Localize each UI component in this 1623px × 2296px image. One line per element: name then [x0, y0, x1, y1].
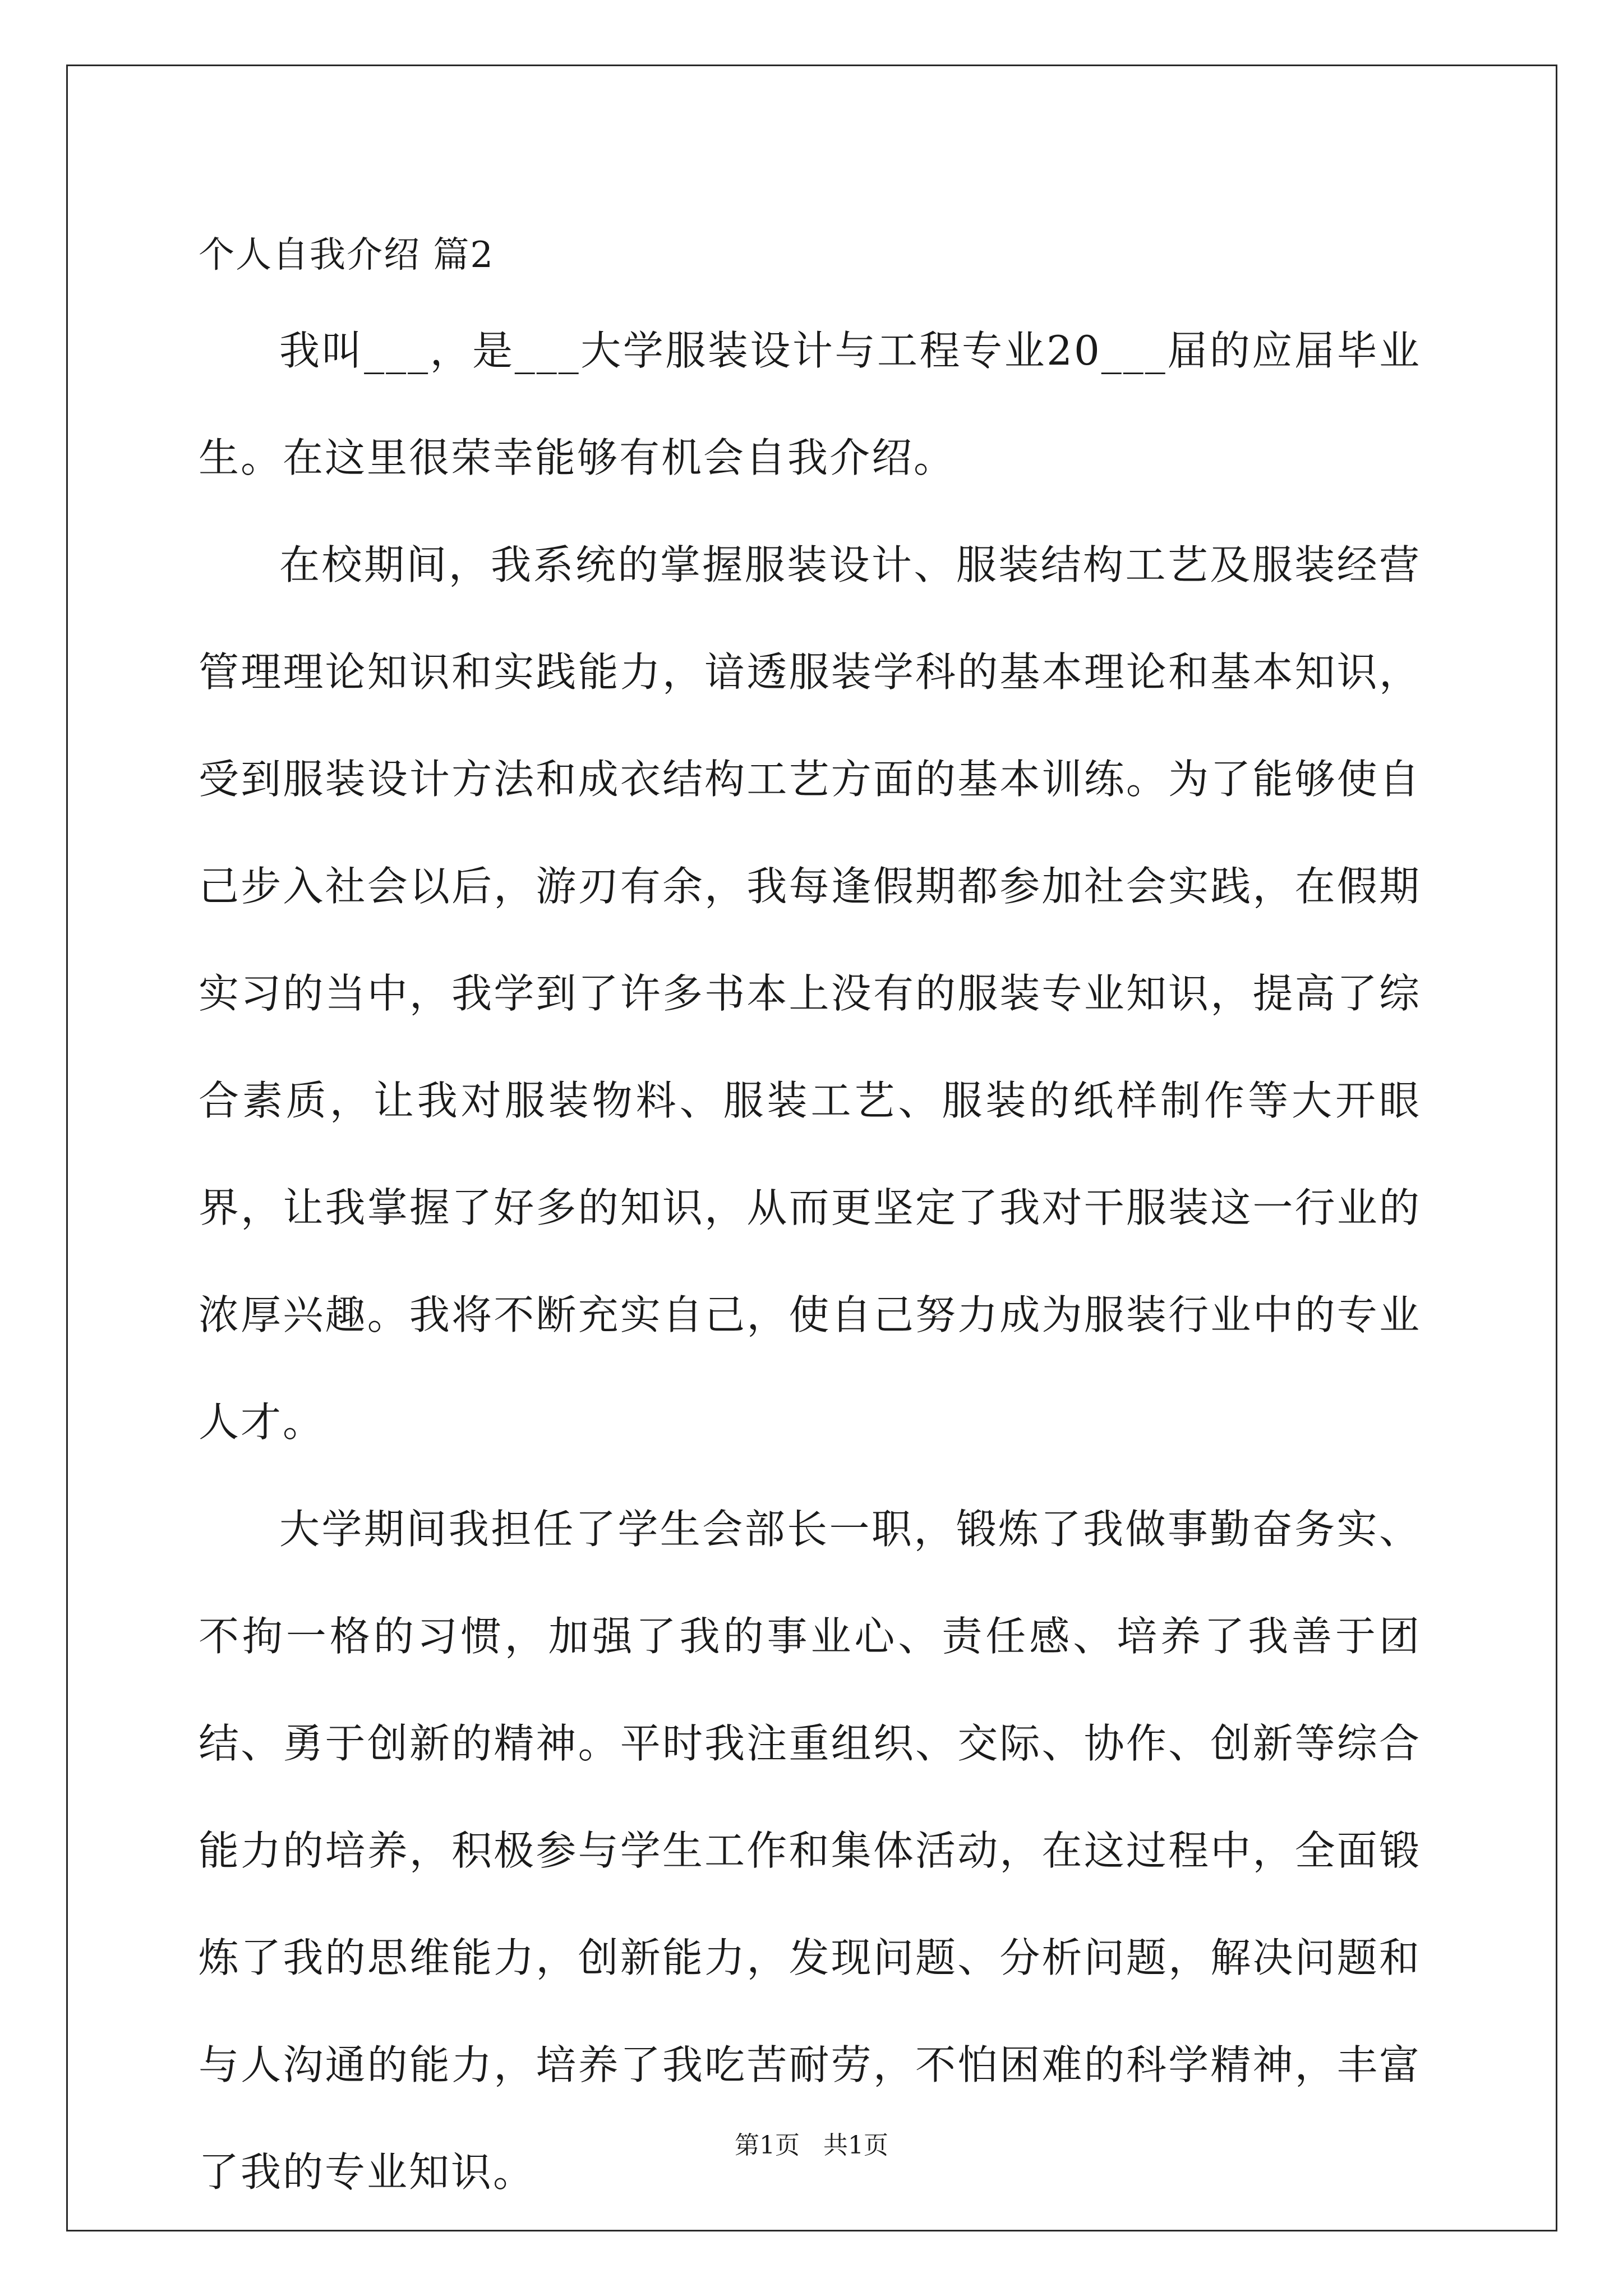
paragraph-student-union: 大学期间我担任了学生会部长一职，锻炼了我做事勤奋务实、不拘一格的习惯，加强了我的事业心、责任感、培养了我善于团结、勇于创新的精神。平时我注重组织、交际、协作、创新等综合能力的培养，积极参与学生工作和集体活动，在这过程中，全面锻炼了我的思维能力，创新能力，发现问题、分析问题，解决问题和与人沟通的能力，培养了我吃苦耐劳，不怕困难的科学精神，丰富了我的专业知识。 — [199, 1506, 1421, 2196]
page-number-footer: 第1页 共1页 — [735, 2131, 888, 2160]
paragraph-intro: 我叫___，是___大学服装设计与工程专业20___届的应届毕业生。在这里很荣幸能够有机会自我介绍。 — [199, 327, 1421, 481]
document-body — [199, 213, 1421, 2226]
paragraph-school-study: 在校期间，我系统的掌握服装设计、服装结构工艺及服装经营管理理论知识和实践能力，谙透服装学科的基本理论和基本知识，受到服装设计方法和成衣结构工艺方面的基本训练。为了能够使自己步入社会以后，游刃有余，我每逢假期都参加社会实践，在假期实习的当中，我学到了许多书本上没有的服装专业知识，提高了综合素质，让我对服装物料、服装工艺、服装的纸样制作等大开眼界，让我掌握了好多的知识，从而更坚定了我对干服装这一行业的浓厚兴趣。我将不断充实自己，使自己努力成为服装行业中的专业人才。 — [199, 541, 1421, 1446]
document-title: 个人自我介绍 篇2 — [199, 234, 495, 276]
